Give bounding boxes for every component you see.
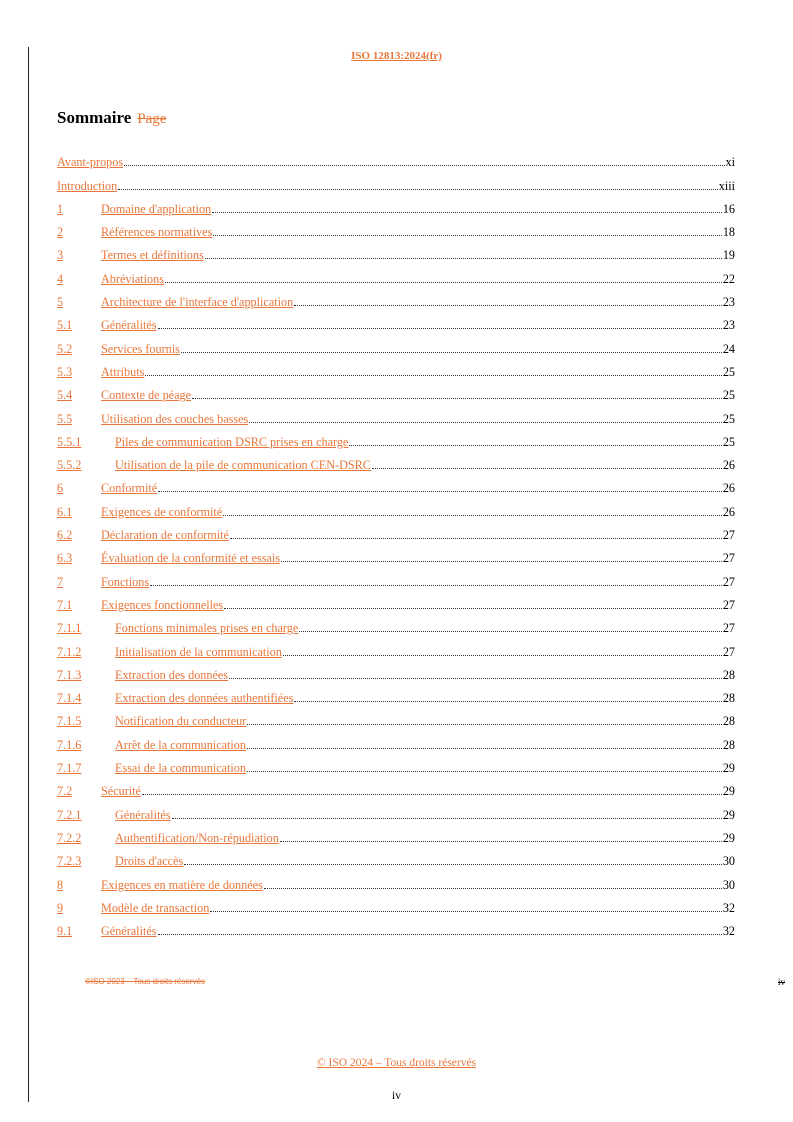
toc-entry-label[interactable]: Avant-propos — [57, 155, 124, 170]
toc-entry-page: 28 — [722, 737, 735, 752]
toc-entry[interactable] — [57, 402, 735, 425]
toc-entry-label[interactable]: Évaluation de la conformité et essais — [101, 551, 281, 566]
toc-entry-label[interactable]: Attributs — [101, 364, 145, 379]
toc-entry-label[interactable]: Généralités — [101, 318, 157, 333]
toc-leader-dots — [223, 514, 722, 516]
toc-leader-dots — [280, 840, 722, 842]
old-page-number: iv — [778, 977, 786, 987]
toc-entry[interactable] — [57, 822, 735, 845]
toc-leader-dots — [372, 467, 722, 469]
toc-entry[interactable] — [57, 216, 735, 239]
toc-entry-number: 5.2 — [57, 341, 73, 356]
toc-entry-page: 24 — [722, 341, 735, 356]
toc-entry[interactable] — [57, 542, 735, 565]
page-number: iv — [392, 1090, 401, 1102]
toc-entry[interactable] — [57, 262, 735, 285]
toc-heading — [57, 108, 166, 128]
toc-entry-label[interactable]: Extraction des données — [115, 667, 229, 682]
table-of-contents — [57, 146, 735, 938]
toc-page-label: Page — [137, 111, 167, 127]
toc-entry-number: 7.1.4 — [57, 691, 82, 706]
toc-leader-dots — [249, 421, 722, 423]
toc-leader-dots — [283, 654, 722, 656]
toc-entry-label[interactable]: Droits d'accès — [115, 854, 184, 869]
toc-leader-dots — [192, 397, 722, 399]
toc-entry-page: 25 — [722, 411, 735, 426]
toc-entry[interactable] — [57, 379, 735, 402]
toc-leader-dots — [205, 257, 722, 259]
toc-entry-number: 7.2.2 — [57, 830, 82, 845]
toc-entry-number: 7.1.7 — [57, 761, 82, 776]
toc-entry[interactable] — [57, 845, 735, 868]
toc-entry-number: 6.3 — [57, 551, 73, 566]
toc-leader-dots — [124, 164, 724, 166]
toc-leader-dots — [247, 723, 721, 725]
toc-entry[interactable] — [57, 472, 735, 495]
toc-entry-page: 32 — [722, 924, 735, 939]
toc-entry[interactable] — [57, 589, 735, 612]
toc-entry-label[interactable]: Services fournis — [101, 341, 180, 356]
toc-entry[interactable] — [57, 682, 735, 705]
toc-leader-dots — [294, 304, 722, 306]
toc-entry-page: 27 — [722, 551, 735, 566]
toc-entry-label[interactable]: Abréviations — [101, 271, 164, 286]
toc-entry-label[interactable]: Généralités — [101, 924, 157, 939]
toc-entry-number: 7.1 — [57, 597, 73, 612]
toc-entry-page: 26 — [722, 458, 735, 473]
toc-title: Sommaire — [57, 108, 132, 127]
toc-entry-label[interactable]: Généralités — [115, 807, 171, 822]
toc-entry-page: 25 — [722, 388, 735, 403]
toc-entry-label[interactable]: Sécurité — [101, 784, 141, 799]
toc-leader-dots — [229, 677, 722, 679]
toc-entry[interactable] — [57, 426, 735, 449]
toc-entry-number: 9.1 — [57, 924, 73, 939]
toc-entry[interactable] — [57, 892, 735, 915]
toc-leader-dots — [184, 863, 722, 865]
toc-entry-number: 7.1.1 — [57, 621, 82, 636]
document-header: ISO 12813:2024(fr) — [351, 50, 442, 62]
toc-entry[interactable] — [57, 775, 735, 798]
toc-entry-number: 5.4 — [57, 388, 73, 403]
toc-entry[interactable] — [57, 868, 735, 891]
toc-entry-label[interactable]: Introduction — [57, 178, 118, 193]
toc-leader-dots — [158, 933, 722, 935]
toc-entry-label[interactable]: Conformité — [101, 481, 158, 496]
toc-entry-label[interactable]: Fonctions minimales prises en charge — [115, 621, 299, 636]
toc-entry[interactable] — [57, 705, 735, 728]
toc-entry-label[interactable]: Termes et définitions — [101, 248, 204, 263]
toc-entry[interactable] — [57, 286, 735, 309]
toc-entry-page: 26 — [722, 481, 735, 496]
toc-leader-dots — [264, 887, 722, 889]
toc-entry-page: 26 — [722, 504, 735, 519]
toc-leader-dots — [349, 444, 721, 446]
toc-entry[interactable] — [57, 798, 735, 821]
toc-entry-number: 4 — [57, 271, 64, 286]
toc-leader-dots — [142, 793, 722, 795]
toc-entry-number: 2 — [57, 225, 64, 240]
toc-entry-label[interactable]: Références normatives — [101, 225, 213, 240]
toc-entry-label[interactable]: Exigences en matière de données — [101, 877, 263, 892]
toc-entry-page: xi — [725, 155, 735, 170]
toc-entry-label[interactable]: Déclaration de conformité — [101, 528, 229, 543]
toc-entry-number: 7.1.5 — [57, 714, 82, 729]
toc-entry-number: 1 — [57, 201, 64, 216]
toc-entry-page: 32 — [722, 900, 735, 915]
toc-entry[interactable] — [57, 239, 735, 262]
toc-entry-page: 18 — [722, 225, 735, 240]
toc-entry[interactable] — [57, 495, 735, 518]
toc-leader-dots — [212, 211, 722, 213]
toc-entry-number: 3 — [57, 248, 64, 263]
toc-entry-page: 27 — [722, 597, 735, 612]
toc-entry[interactable] — [57, 659, 735, 682]
toc-entry-number: 6 — [57, 481, 64, 496]
toc-leader-dots — [213, 234, 721, 236]
toc-entry-number: 5.5.2 — [57, 458, 82, 473]
toc-entry-page: 28 — [722, 691, 735, 706]
revision-margin-line — [28, 47, 29, 1102]
toc-leader-dots — [181, 351, 722, 353]
toc-entry-number: 7 — [57, 574, 64, 589]
toc-entry-page: 22 — [722, 271, 735, 286]
toc-entry-page: 25 — [722, 434, 735, 449]
toc-leader-dots — [118, 188, 717, 190]
toc-leader-dots — [172, 817, 722, 819]
toc-leader-dots — [247, 747, 722, 749]
copyright-footer: © ISO 2024 – Tous droits réservés — [316, 1057, 477, 1069]
toc-entry[interactable] — [57, 332, 735, 355]
toc-entry-label[interactable]: Contexte de péage — [101, 388, 192, 403]
toc-entry[interactable] — [57, 915, 735, 938]
toc-entry[interactable] — [57, 752, 735, 775]
toc-entry-number: 6.2 — [57, 528, 73, 543]
toc-entry-number: 5.5.1 — [57, 434, 82, 449]
toc-entry-label[interactable]: Utilisation des couches basses — [101, 411, 249, 426]
toc-leader-dots — [299, 630, 722, 632]
toc-entry-number: 6.1 — [57, 504, 73, 519]
toc-entry[interactable] — [57, 565, 735, 588]
toc-leader-dots — [145, 374, 721, 376]
old-copyright-footer: ©ISO 2023 – Tous droits réservés — [85, 977, 206, 986]
toc-entry-page: 30 — [722, 854, 735, 869]
toc-entry-number: 5.5 — [57, 411, 73, 426]
toc-entry[interactable] — [57, 612, 735, 635]
toc-entry-page: 16 — [722, 201, 735, 216]
toc-entry-page: 25 — [722, 364, 735, 379]
toc-entry[interactable] — [57, 193, 735, 216]
toc-entry-page: 27 — [722, 574, 735, 589]
toc-entry-number: 7.1.3 — [57, 667, 82, 682]
toc-entry-page: 27 — [722, 621, 735, 636]
toc-entry-number: 7.2 — [57, 784, 73, 799]
toc-entry-page: 29 — [722, 784, 735, 799]
toc-entry-label[interactable]: Piles de communication DSRC prises en charge — [115, 434, 349, 449]
toc-leader-dots — [224, 607, 722, 609]
toc-entry-page: 29 — [722, 830, 735, 845]
toc-entry-page: 29 — [722, 761, 735, 776]
toc-entry-label[interactable]: Modèle de transaction — [101, 900, 210, 915]
toc-entry-label[interactable]: Authentification/Non-répudiation — [115, 830, 279, 845]
toc-entry[interactable] — [57, 169, 735, 192]
toc-leader-dots — [247, 770, 722, 772]
toc-entry-label[interactable]: Extraction des données authentifiées — [115, 691, 294, 706]
toc-entry-page: 28 — [722, 714, 735, 729]
toc-entry-page: 30 — [722, 877, 735, 892]
toc-entry-label[interactable]: Utilisation de la pile de communication CEN-DSRC — [115, 458, 371, 473]
toc-entry-page: 28 — [722, 667, 735, 682]
toc-entry-label[interactable]: Initialisation de la communication — [115, 644, 282, 659]
toc-entry-page: 29 — [722, 807, 735, 822]
toc-leader-dots — [230, 537, 722, 539]
toc-entry-number: 5 — [57, 295, 64, 310]
toc-leader-dots — [165, 281, 722, 283]
toc-entry[interactable] — [57, 635, 735, 658]
toc-leader-dots — [158, 490, 722, 492]
toc-entry[interactable] — [57, 309, 735, 332]
toc-leader-dots — [150, 584, 722, 586]
toc-entry-label[interactable]: Fonctions — [101, 574, 150, 589]
toc-entry[interactable] — [57, 146, 735, 169]
toc-entry-label[interactable]: Domaine d'application — [101, 201, 212, 216]
toc-entry-page: 27 — [722, 528, 735, 543]
toc-entry-label[interactable]: Exigences de conformité — [101, 504, 223, 519]
toc-entry-number: 7.1.6 — [57, 737, 82, 752]
toc-leader-dots — [210, 910, 722, 912]
toc-entry-page: 27 — [722, 644, 735, 659]
toc-entry-page: 23 — [722, 318, 735, 333]
toc-entry-label[interactable]: Exigences fonctionnelles — [101, 597, 224, 612]
toc-leader-dots — [281, 560, 722, 562]
toc-entry-number: 7.2.3 — [57, 854, 82, 869]
toc-leader-dots — [294, 700, 721, 702]
toc-entry-number: 9 — [57, 900, 64, 915]
toc-entry-number: 5.1 — [57, 318, 73, 333]
toc-entry[interactable] — [57, 728, 735, 751]
toc-entry-number: 5.3 — [57, 364, 73, 379]
toc-entry-number: 7.1.2 — [57, 644, 82, 659]
toc-entry[interactable] — [57, 356, 735, 379]
toc-entry-page: xiii — [718, 178, 735, 193]
toc-entry-number: 7.2.1 — [57, 807, 82, 822]
toc-leader-dots — [158, 327, 722, 329]
toc-entry-label[interactable]: Architecture de l'interface d'application — [101, 295, 294, 310]
toc-entry-label[interactable]: Arrêt de la communication — [115, 737, 246, 752]
toc-entry[interactable] — [57, 449, 735, 472]
toc-entry[interactable] — [57, 519, 735, 542]
toc-entry-label[interactable]: Essai de la communication — [115, 761, 246, 776]
toc-entry-page: 19 — [722, 248, 735, 263]
toc-entry-label[interactable]: Notification du conducteur — [115, 714, 247, 729]
toc-entry-page: 23 — [722, 295, 735, 310]
toc-entry-number: 8 — [57, 877, 64, 892]
